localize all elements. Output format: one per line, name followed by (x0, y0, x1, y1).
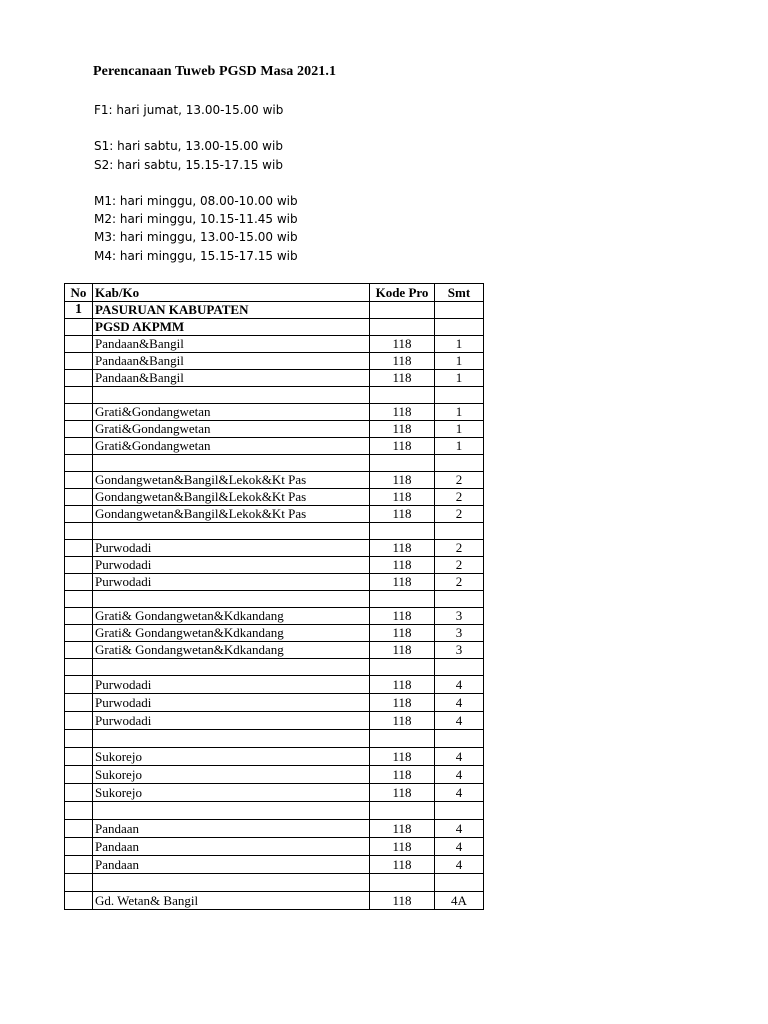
cell-no (65, 712, 93, 730)
cell-kab: Sukorejo (93, 748, 370, 766)
cell-no (65, 574, 93, 591)
table-row (65, 438, 484, 455)
table-row (65, 820, 484, 838)
cell-kab: PGSD AKPMM (93, 319, 370, 336)
cell-no (65, 838, 93, 856)
schedule-m4: M4: hari minggu, 15.15-17.15 wib (94, 249, 298, 263)
schedule-f1: F1: hari jumat, 13.00-15.00 wib (94, 103, 284, 117)
cell-kab (93, 387, 370, 404)
cell-smt (435, 659, 484, 676)
cell-smt: 2 (435, 472, 484, 489)
cell-smt: 3 (435, 625, 484, 642)
cell-smt (435, 802, 484, 820)
cell-no (65, 472, 93, 489)
cell-smt: 4 (435, 748, 484, 766)
cell-kode (370, 455, 435, 472)
cell-kode: 118 (370, 608, 435, 625)
cell-no (65, 676, 93, 694)
cell-smt: 3 (435, 642, 484, 659)
cell-smt (435, 319, 484, 336)
cell-no (65, 784, 93, 802)
cell-no (65, 404, 93, 421)
cell-smt (435, 387, 484, 404)
cell-smt: 2 (435, 506, 484, 523)
cell-kode: 118 (370, 370, 435, 387)
cell-kode: 118 (370, 820, 435, 838)
table-row (65, 540, 484, 557)
cell-smt: 2 (435, 574, 484, 591)
cell-no (65, 438, 93, 455)
cell-kode: 118 (370, 404, 435, 421)
table-row (65, 574, 484, 591)
cell-kode: 118 (370, 472, 435, 489)
cell-smt: 4 (435, 694, 484, 712)
cell-kab: Purwodadi (93, 694, 370, 712)
schedule-m2: M2: hari minggu, 10.15-11.45 wib (94, 212, 298, 226)
cell-kode: 118 (370, 557, 435, 574)
cell-kode (370, 591, 435, 608)
table-row (65, 455, 484, 472)
table-row (65, 489, 484, 506)
cell-kab: Purwodadi (93, 712, 370, 730)
cell-kab: Sukorejo (93, 766, 370, 784)
header-kode: Kode Pro (370, 284, 435, 302)
schedule-m3: M3: hari minggu, 13.00-15.00 wib (94, 230, 298, 244)
cell-kab: PASURUAN KABUPATEN (93, 302, 370, 319)
cell-no (65, 370, 93, 387)
cell-smt: 4 (435, 766, 484, 784)
cell-kode (370, 523, 435, 540)
schedule-m1: M1: hari minggu, 08.00-10.00 wib (94, 194, 298, 208)
table-row (65, 302, 484, 319)
cell-kab (93, 874, 370, 892)
cell-no (65, 642, 93, 659)
cell-kode: 118 (370, 694, 435, 712)
cell-smt: 2 (435, 540, 484, 557)
table-row (65, 748, 484, 766)
cell-smt: 4 (435, 676, 484, 694)
table-row (65, 642, 484, 659)
cell-kode: 118 (370, 540, 435, 557)
cell-no: 1 (65, 302, 93, 319)
cell-kode: 118 (370, 784, 435, 802)
cell-kode: 118 (370, 336, 435, 353)
cell-kab: Gondangwetan&Bangil&Lekok&Kt Pas (93, 506, 370, 523)
cell-no (65, 748, 93, 766)
table-row (65, 676, 484, 694)
schedule-table (64, 283, 484, 910)
cell-kab: Pandaan (93, 838, 370, 856)
table-row (65, 557, 484, 574)
cell-no (65, 625, 93, 642)
cell-smt: 4A (435, 892, 484, 910)
table-row (65, 659, 484, 676)
cell-no (65, 421, 93, 438)
cell-smt: 4 (435, 712, 484, 730)
cell-kab: Grati&Gondangwetan (93, 421, 370, 438)
cell-kab (93, 730, 370, 748)
cell-kode: 118 (370, 856, 435, 874)
table-row (65, 421, 484, 438)
cell-kode: 118 (370, 574, 435, 591)
cell-kode (370, 730, 435, 748)
cell-no (65, 591, 93, 608)
cell-kab: Sukorejo (93, 784, 370, 802)
cell-smt: 1 (435, 404, 484, 421)
cell-no (65, 659, 93, 676)
cell-kab: Gondangwetan&Bangil&Lekok&Kt Pas (93, 489, 370, 506)
cell-no (65, 557, 93, 574)
cell-no (65, 802, 93, 820)
cell-kode (370, 302, 435, 319)
cell-kode: 118 (370, 642, 435, 659)
cell-no (65, 506, 93, 523)
cell-kab: Grati& Gondangwetan&Kdkandang (93, 642, 370, 659)
table-row (65, 784, 484, 802)
cell-kab: Pandaan&Bangil (93, 353, 370, 370)
cell-no (65, 319, 93, 336)
cell-no (65, 694, 93, 712)
cell-kab: Pandaan&Bangil (93, 370, 370, 387)
cell-no (65, 820, 93, 838)
cell-kab (93, 591, 370, 608)
schedule-s2: S2: hari sabtu, 15.15-17.15 wib (94, 158, 283, 172)
table-row (65, 387, 484, 404)
cell-no (65, 874, 93, 892)
cell-smt: 1 (435, 421, 484, 438)
cell-kab (93, 659, 370, 676)
table-row (65, 874, 484, 892)
header-no: No (65, 284, 93, 302)
cell-no (65, 387, 93, 404)
cell-smt (435, 302, 484, 319)
cell-kab: Pandaan (93, 820, 370, 838)
cell-kab: Grati& Gondangwetan&Kdkandang (93, 625, 370, 642)
cell-kode: 118 (370, 438, 435, 455)
cell-no (65, 540, 93, 557)
cell-no (65, 892, 93, 910)
cell-kode (370, 659, 435, 676)
table-row (65, 712, 484, 730)
table-row (65, 625, 484, 642)
table-row (65, 404, 484, 421)
cell-kab: Purwodadi (93, 557, 370, 574)
table-row (65, 766, 484, 784)
cell-kode: 118 (370, 353, 435, 370)
cell-kab: Pandaan (93, 856, 370, 874)
cell-kab (93, 523, 370, 540)
cell-smt: 2 (435, 489, 484, 506)
table-row (65, 523, 484, 540)
cell-no (65, 523, 93, 540)
cell-kode: 118 (370, 892, 435, 910)
table-row (65, 608, 484, 625)
table-body (65, 284, 484, 910)
table-row (65, 353, 484, 370)
cell-kode: 118 (370, 489, 435, 506)
cell-kab: Gondangwetan&Bangil&Lekok&Kt Pas (93, 472, 370, 489)
header-kab: Kab/Ko (93, 284, 370, 302)
cell-no (65, 730, 93, 748)
cell-smt: 4 (435, 784, 484, 802)
table-row (65, 591, 484, 608)
table-row (65, 694, 484, 712)
cell-kab: Pandaan&Bangil (93, 336, 370, 353)
cell-kode: 118 (370, 676, 435, 694)
cell-no (65, 455, 93, 472)
cell-no (65, 608, 93, 625)
cell-smt (435, 591, 484, 608)
cell-smt: 3 (435, 608, 484, 625)
cell-kode: 118 (370, 712, 435, 730)
cell-smt (435, 730, 484, 748)
schedule-s1: S1: hari sabtu, 13.00-15.00 wib (94, 139, 283, 153)
cell-smt: 2 (435, 557, 484, 574)
cell-kab: Grati&Gondangwetan (93, 438, 370, 455)
cell-no (65, 353, 93, 370)
cell-kab: Purwodadi (93, 540, 370, 557)
cell-kode: 118 (370, 506, 435, 523)
table-row (65, 838, 484, 856)
cell-kode: 118 (370, 421, 435, 438)
cell-no (65, 336, 93, 353)
cell-kab: Purwodadi (93, 574, 370, 591)
cell-smt: 1 (435, 438, 484, 455)
cell-kode: 118 (370, 748, 435, 766)
table-row (65, 730, 484, 748)
header-smt: Smt (435, 284, 484, 302)
cell-no (65, 766, 93, 784)
cell-kab: Grati&Gondangwetan (93, 404, 370, 421)
cell-kode: 118 (370, 838, 435, 856)
table-row (65, 892, 484, 910)
cell-smt: 4 (435, 820, 484, 838)
cell-smt: 1 (435, 353, 484, 370)
cell-kode (370, 319, 435, 336)
cell-no (65, 489, 93, 506)
cell-kode (370, 874, 435, 892)
cell-smt: 1 (435, 370, 484, 387)
table-row (65, 856, 484, 874)
cell-kode: 118 (370, 766, 435, 784)
cell-kab: Grati& Gondangwetan&Kdkandang (93, 608, 370, 625)
cell-smt: 4 (435, 838, 484, 856)
cell-smt: 1 (435, 336, 484, 353)
table-header-row (65, 284, 484, 302)
table-row (65, 370, 484, 387)
cell-kode: 118 (370, 625, 435, 642)
cell-kode (370, 387, 435, 404)
cell-kode (370, 802, 435, 820)
table-row (65, 506, 484, 523)
cell-kab: Purwodadi (93, 676, 370, 694)
cell-smt (435, 523, 484, 540)
cell-smt: 4 (435, 856, 484, 874)
cell-kab (93, 802, 370, 820)
page-title: Perencanaan Tuweb PGSD Masa 2021.1 (93, 64, 337, 79)
table-row (65, 336, 484, 353)
cell-smt (435, 455, 484, 472)
table-row (65, 472, 484, 489)
cell-kab: Gd. Wetan& Bangil (93, 892, 370, 910)
cell-kab (93, 455, 370, 472)
cell-no (65, 856, 93, 874)
table-row (65, 319, 484, 336)
cell-smt (435, 874, 484, 892)
table-row (65, 802, 484, 820)
